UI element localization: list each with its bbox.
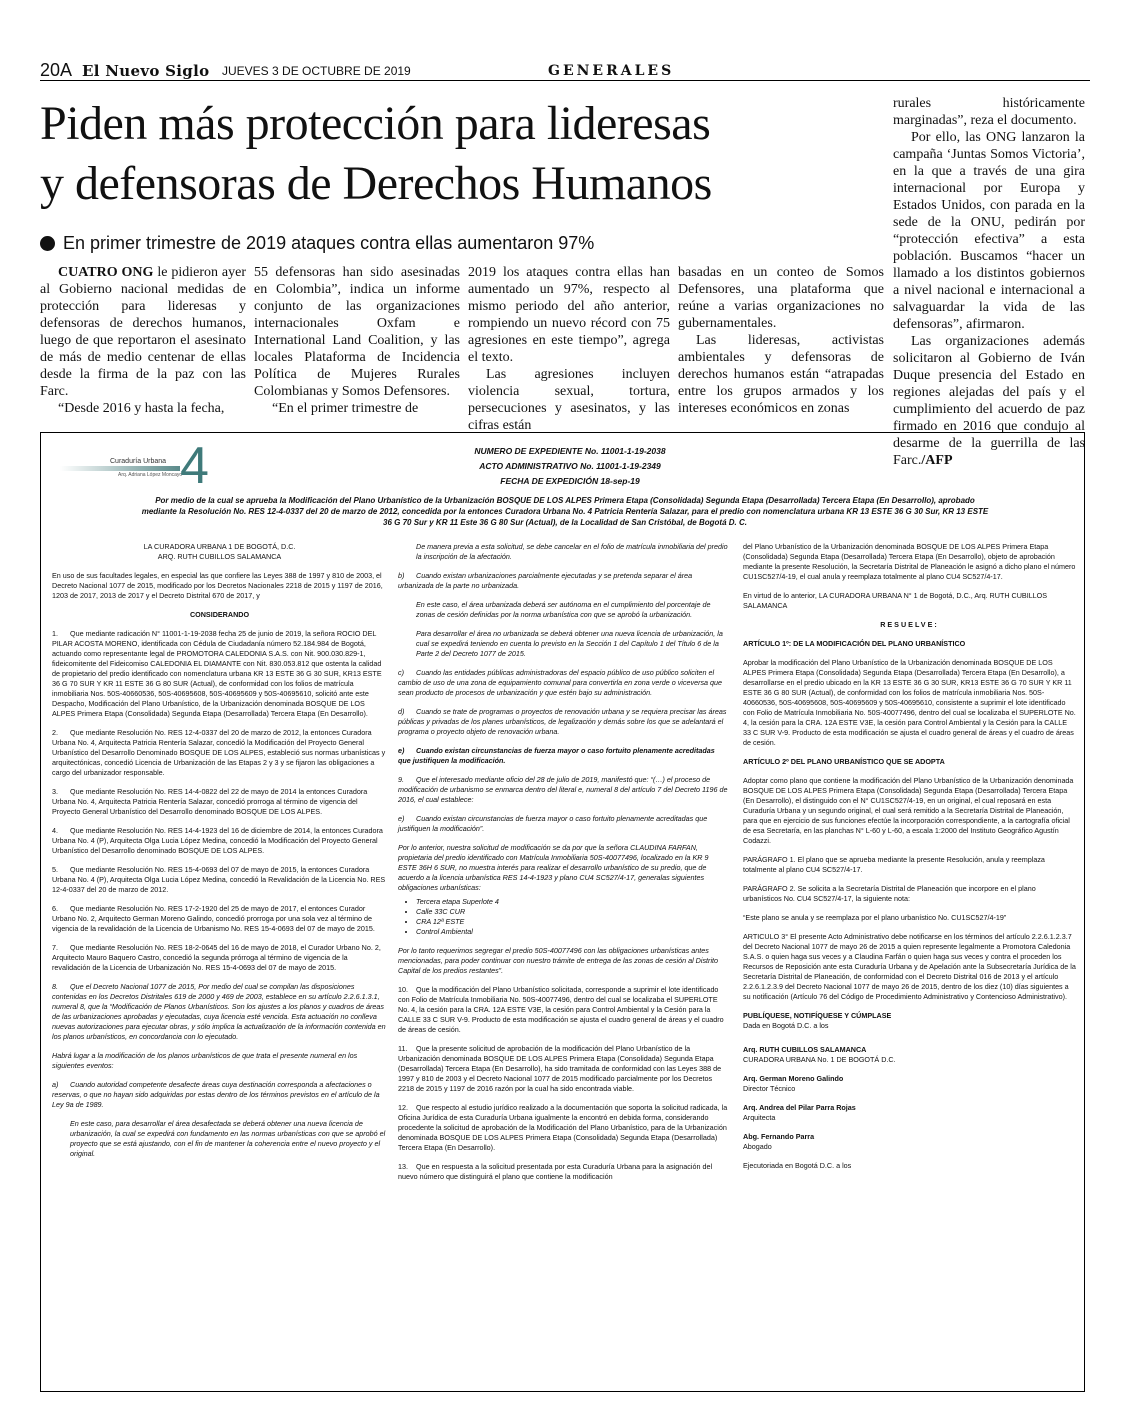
notice-paragraph: En uso de sus facultades legales, en especial las que confiere las Leyes 388 de 1997 y 810 de 2003, el Decreto Nacional 1077 de 2015, modificado por los Decretos Nacionales 2218 de 2015 y 1197 de 2016, 1203 de 2017, 2013 de 2017 y el Decreto Distrital 670 de 2017, y [52, 571, 383, 600]
item-text: Que mediante Resolución No. RES 14-4-0822 del 22 de mayo de 2014 la entonces Curadora Urbana No. 4, Arquitecta Patricia Rentería Salazar, concedió prorroga al término de vigencia del Proyecto General Urbanístico del Desarrollo denominado BOSQUE DE LOS ALPES. [52, 787, 368, 816]
article-column-4 [678, 264, 884, 417]
item-text: Que en respuesta a la solicitud presentada por esta Curaduría Urbana para la asignación del nuevo número que distinguirá el plano que contiene la modificación [398, 1162, 713, 1181]
item-text: Cuando autoridad competente desafecte áreas cuya destinación corresponda a afectaciones o reservas, o que no hayan sido adquiridas por estas dentro de los términos previstos en el artículo de la Ley 9a de 1989. [52, 1080, 380, 1109]
article-heading: ARTÍCULO 2º DEL PLANO URBANÍSTICO QUE SE ADOPTA [743, 757, 945, 766]
notice-column-3 [743, 542, 1076, 1180]
paragraph: “Desde 2016 y hasta la fecha, [58, 401, 225, 416]
item-text: Que mediante Resolución No. RES 17-2-1920 del 25 de mayo de 2017, el entonces Curador Urbano No. 2, Arquitecto German Moreno Galindo, concedió prorroga por una sola vez al término de vigencia de la revalidación de la Licencia de Urbanismo No. RES 15-4-0693 del 07 de mayo de 2015. [52, 904, 375, 933]
signatory-name: Abg. Fernando Parra [743, 1132, 815, 1141]
issue-date: JUEVES 3 DE OCTUBRE DE 2019 [222, 64, 411, 78]
logo-bar [60, 466, 180, 471]
page-header [40, 60, 1090, 81]
lettered-item: d) Cuando se trate de programas o proyectos de renovación urbana y se requiera precisar las áreas públicas y privadas de los planes urbanísticos, de legalización y demás sobre los que se adelantará el programa o proyecto objeto de renovación urbana. [398, 707, 727, 736]
notice-paragraph: Por lo anterior, nuestra solicitud de modificación se da por que la señora CLAUDINA FARFAN, propietaria del predio identificado con Matrícula Inmobiliaria 50S-40077496, localizado en la KR 9 ESTE 36H 6 SUR, no muestra interés para realizar el desarrollo urbanístico de su predio, que de acuerdo a la licencia urbanística RES 14-4-1923 y plano CU4 SC527/4-17, generalas siguientes obligaciones urbanísticas: [398, 843, 709, 892]
article-column-2 [254, 264, 460, 417]
date-line: Dada en Bogotá D.C. a los [743, 1021, 829, 1030]
article-column-3 [468, 264, 670, 434]
paragraph: basadas en un conteo de Somos Defensores, una plataforma que reúne a varias organizaciones no gubernamentales. [678, 265, 884, 331]
notice-paragraph: ARTICULO 3° El presente Acto Administrativo debe notificarse en los términos del artículo 2.2.6.1.2.3.7 del Decreto Nacional 1077 de mayo 26 de 2015 a quien represente legalmente a Promotora Caledonia S.A.S. o quien haga sus veces y a Claudina Farfán o quien haga sus veces y contra el proceden los Recursos de Reposición ante esta Curaduría Urbana y de Apelación ante la Subsecretaría Jurídica de la Secretaría Distrital de Planeación, de conformidad con el Decreto Distrital 016 de 2013 y el artículo 2.2.6.1.2.3.9 del Decreto Nacional 1077 de mayo 26 de 2015, dentro de los diez (10) días siguientes a su notificación (Artículo 76 del Código de Procedimiento Administrativo y Contencioso Administrativo). [743, 932, 1076, 1001]
acto-number: ACTO ADMINISTRATIVO No. 11001-1-19-2349 [479, 461, 661, 471]
paragraph: Las agresiones incluyen violencia sexual, tortura, persecuciones y asesinatos, y las cifras están [468, 367, 670, 433]
numbered-item: 2. Que mediante Resolución No. RES 12-4-0337 del 20 de marzo de 2012, la entonces Curadora Urbana No. 4, Arquitecta Patricia Rentería Salazar, concedió la Modificación del Proyecto General Urbanístico del Desarrollo Denominado BOSQUE DE LOS ALPES, estableció sus normas urbanísticas y arquitectónicas, concedió Licencia de Urbanización de las Etapas 2 y 3 y se fijaron las obligaciones a cargo del urbanizador responsable. [52, 728, 386, 777]
paragraph-text: le pidieron ayer al Gobierno nacional medidas de protección para lideresas y defensoras de derechos humanos, luego de que reportaron el asesinato de más de medio centenar de ellas desde la firma de la paz con las Farc. [40, 265, 246, 399]
section-name: GENERALES [548, 63, 675, 79]
logo-number: 4 [180, 437, 209, 495]
paragraph: Las lideresas, activistas ambientales y defensoras de derechos humanos están “atrapadas entre los grupos armados y los intereses económicos en zonas [678, 333, 884, 416]
issuer-line: LA CURADORA URBANA 1 DE BOGOTÁ, D.C. [143, 542, 296, 551]
fecha-expedicion: FECHA DE EXPEDICIÓN 18-sep-19 [500, 476, 640, 486]
headline-line-2: y defensoras de Derechos Humanos [40, 157, 712, 210]
lead-paragraph [40, 264, 246, 400]
byline: /AFP [921, 453, 953, 468]
numbered-item: 6. Que mediante Resolución No. RES 17-2-1920 del 25 de mayo de 2017, el entonces Curador Urbano No. 2, Arquitecto German Moreno Galindo, concedió prorroga por una sola vez al término de vigencia de la revalidación de la Licencia de Urbanismo No. RES 15-4-0693 del 07 de mayo de 2015. [52, 904, 375, 933]
closing-formula: PUBLÍQUESE, NOTIFÍQUESE Y CÚMPLASE [743, 1011, 892, 1020]
item-text: Que la modificación del Plano Urbanístico solicitada, corresponde a suprimir el lote identificado con Folio de Matrícula Inmobiliaria No. 50S-40077496, dentro del cual se localizaba el SUPERLOTE No. 4, la cesión para la CRA. 12A ESTE V3E, la cesión para Control Ambiental y la Cesión para la CALLE 33 C SUR V-9. Producto de esta modificación se ajusta el cuadro general de áreas y el cuadro de áreas de cesión. [398, 985, 724, 1034]
headline [40, 94, 880, 214]
notice-column-2 [398, 542, 728, 1191]
lead-in: CUATRO ONG [58, 265, 154, 280]
signatory-title: Arquitecta [743, 1113, 776, 1122]
numbered-item: 13. Que en respuesta a la solicitud presentada por esta Curaduría Urbana para la asignación del nuevo número que distinguirá el plano que contiene la modificación [398, 1162, 713, 1181]
item-text: Cuando existan urbanizaciones parcialmente ejecutadas y se pretenda separar el área urbanizada de la parte no urbanizada. [398, 571, 693, 590]
signatory-name: Arq. Andrea del Pilar Parra Rojas [743, 1103, 856, 1112]
lettered-item: e) Cuando existan circunstancias de fuerza mayor o caso fortuito plenamente acreditadas que justifiquen la modificación”. [398, 814, 708, 833]
signatory-name: Arq. German Moreno Galindo [743, 1074, 844, 1083]
subhead-text: En primer trimestre de 2019 ataques contra ellas aumentaron 97% [63, 233, 595, 253]
paragraph: 55 defensoras han sido asesinadas en Colombia”, indica un informe conjunto de las organizaciones internacionales Oxfam e International Land Coalition, y las locales Plataforma de Incidencia Política de Mujeres Rurales Colombianas y Somos Defensores. [254, 265, 460, 399]
notice-paragraph: del Plano Urbanístico de la Urbanización denominada BOSQUE DE LOS ALPES Primera Etapa (Consolidada) Segunda Etapa (Desarrollada) Tercera Etapa (En Desarrollo), objeto de aprobación mediante la presente Resolución, la Secretaría Distrital de Planeación le asignó a dicho plano el número CU1SC527/4-19, el cual anula y reemplaza totalmente al plano CU4 SC527/4-17. [743, 542, 1076, 581]
article-column-5 [893, 95, 1085, 469]
list-item: • Tercera etapa Superlote 4 [416, 897, 728, 907]
item-text: Que mediante radicación N° 11001-1-19-2038 fecha 25 de junio de 2019, la señora ROCIO DEL PILAR ACOSTA MORENO, identificada con Cédula de Ciudadanía número 52.184.984 de Bogotá, actuando como representante legal de PROMOTORA CALEDONIA S.A.S. con Nit. 900.030.829-1, fideicomitente del Fideicomiso CALEDONIA EL DIAMANTE con Nit. 830.053.812 que ostenta la calidad de propietario del predio identificado con nomenclatura urbana KR 13 ESTE 36 G 30 SUR, KR13 ESTE 36 G 70 SUR Y KR 11 ESTE 36 G 80 SUR (Actual), de conformidad con los folios de matrícula inmobiliaria Nos. 50S-40660536, 50S-40695608, 50S-40695609 y 50S-40695610, solicitó ante este Despacho, Modificación del Plano Urbanístico, de la Urbanización denominada BOSQUE DE LOS ALPES Primera Etapa (Consolidada) Segunda Etapa (Desarrollada) Tercera Etapa (En Desarrollo). [52, 629, 382, 718]
item-text: Que la presente solicitud de aprobación de la modificación del Plano Urbanístico de la Urbanización denominada BOSQUE DE LOS ALPES Primera Etapa (Consolidada) Segunda Etapa (Desarrollada) Tercera Etapa (En Desarrollo), ha sido tramitada de conformidad con las Leyes 388 de 1997 y 810 de 2003 y el Decreto Nacional 1077 de 2015 modificado parcialmente por los Decretos 2218 de 2015 y 1197 de 2016 razón por la cual ha sido encontrada viable. [398, 1044, 722, 1093]
page-number: 20A [40, 60, 73, 80]
notice-paragraph: En virtud de lo anterior, LA CURADORA URBANA N° 1 de Bogotá, D.C., Arq. RUTH CUBILLOS SALAMANCA [743, 591, 1048, 610]
paragraph: rurales históricamente marginadas”, reza el documento. [893, 96, 1085, 128]
lettered-item: c) Cuando las entidades públicas administradoras del espacio público de uso público soliciten el cambio de uso de una zona de equipamiento comunal para convertirla en zona verde o viceversa que sean producto de procesos de urbanización y que estén bajo su administración. [398, 668, 723, 697]
curaduria-logo [60, 437, 240, 495]
paragraph: “En el primer trimestre de [272, 401, 419, 416]
item-text: Que el Decreto Nacional 1077 de 2015, Por medio del cual se compilan las disposiciones contenidas en los Decretos Distritales 619 de 2000 y 469 de 2003, establece en su artículo 2.2.6.1.3.1, numeral 8, que la “Modificación de Planos Urbanísticos. Son los ajustes a los planos y cuadros de áreas de las urbanizaciones aprobadas y ejecutadas, cuya licencia esté vencida. Esta actuación no conlleva nuevas autorizaciones para ejecutar obras, y sólo implica la actualización de la información contenida en los planos urbanísticos, en concordancia con lo ejecutado. [52, 982, 386, 1041]
numbered-item: 1. Que mediante radicación N° 11001-1-19-2038 fecha 25 de junio de 2019, la señora ROCIO DEL PILAR ACOSTA MORENO, identificada con Cédula de Ciudadanía número 52.184.984 de Bogotá, actuando como representante legal de PROMOTORA CALEDONIA S.A.S. con Nit. 900.030.829-1, fideicomitente del Fideicomiso CALEDONIA EL DIAMANTE con Nit. 830.053.812 que ostenta la calidad de propietario del predio identificado con nomenclatura urbana KR 13 ESTE 36 G 30 SUR, KR13 ESTE 36 G 70 SUR Y KR 11 ESTE 36 G 80 SUR (Actual), de conformidad con los folios de matrícula inmobiliaria Nos. 50S-40660536, 50S-40695608, 50S-40695609 y 50S-40695610, solicitó ante este Despacho, Modificación del Plano Urbanístico, de la Urbanización denominada BOSQUE DE LOS ALPES Primera Etapa (Consolidada) Segunda Etapa (Desarrollada) Tercera Etapa (En Desarrollo). [52, 629, 382, 718]
considerando-heading: CONSIDERANDO [189, 610, 250, 619]
notice-paragraph: “Este plano se anula y se reemplaza por el plano urbanístico No. CU1SC527/4-19” [743, 913, 1007, 922]
notice-paragraph: Aprobar la modificación del Plano Urbanístico de la Urbanización denominada BOSQUE DE LOS ALPES Primera Etapa (Consolidada) Segunda Etapa (Desarrollada) Tercera Etapa (En Desarrollo), a desarrollarse en el predio ubicado en la KR 13 ESTE 36 G 30 SUR, KR13 ESTE 36 G 70 SUR Y KR 11 ESTE 36 G 80 SUR (Actual), de conformidad con los folios de matrícula inmobiliaria Nos. 50S-40660536, 50S-40695608, 50S-40695609 y 50S-40695610, consistente a suprimir el lote identificado con Folio de Matrícula Inmobiliaria No. 50S-40077496, dentro del cual se localizaba el SUPERLOTE No. 4, la cesión para la CRA. 12A ESTE V3E, la cesión para Control Ambiental y la Cesión para la CALLE 33 C SUR V-9. Producto de esta modificación se ajusta el cuadro general de áreas y el cuadro de áreas de cesión. [743, 658, 1076, 747]
lettered-item: a) Cuando autoridad competente desafecte áreas cuya destinación corresponda a afectaciones o reservas, o que no hayan sido adquiridas por estas dentro de los términos previstos en el artículo de la Ley 9a de 1989. [52, 1080, 380, 1109]
numbered-item: 7. Que mediante Resolución No. RES 18-2-0645 del 16 de mayo de 2018, el Curador Urbano No. 2, Arquitecto Mauro Baquero Castro, concedió la segunda prórroga al término de vigencia de la revalidación de la Licencia de Urbanización No. RES 15-4-0693 del 07 de mayo de 2015. [52, 943, 381, 972]
list-item: • Control Ambiental [416, 927, 728, 937]
numbered-item: 3. Que mediante Resolución No. RES 14-4-0822 del 22 de mayo de 2014 la entonces Curadora Urbana No. 4, Arquitecta Patricia Rentería Salazar, concedió prorroga al término de vigencia del Proyecto General Urbanístico del Desarrollo denominado BOSQUE DE LOS ALPES. [52, 787, 368, 816]
headline-line-1: Piden más protección para lideresas [40, 97, 711, 150]
item-text: Que respecto al estudio jurídico realizado a la documentación que soporta la solicitud radicada, la Oficina Jurídica de esta Curaduría Urbana igualmente la encontró en debida forma, considerando procedente la solicitud de aprobación de la Modificación del Plano Urbanístico, para de la Urbanización denominada BOSQUE DE LOS ALPES Primera Etapa (Consolidada) Segunda Etapa (Desarrollada) Tercera Etapa (En Desarrollo). [398, 1103, 728, 1152]
notice-paragraph: PARÁGRAFO 2. Se solicita a la Secretaría Distrital de Planeación que incorpore en el plano urbanísticos No. CU4 SC527/4-17, la siguiente nota: [743, 884, 1036, 903]
signatory-title: Director Técnico [743, 1084, 796, 1093]
logo-name: Curaduría Urbana [110, 458, 167, 465]
obligations-list [416, 897, 728, 937]
notice-paragraph: PARÁGRAFO 1. El plano que se aprueba mediante la presente Resolución, anula y reemplaza totalmente al plano CU4 SC527/4-17. [743, 855, 1045, 874]
list-item: • Calle 33C CUR [416, 907, 728, 917]
article-column-1 [40, 264, 246, 417]
notice-paragraph: Adoptar como plano que contiene la modificación del Plano Urbanístico de la Urbanización denominada BOSQUE DE LOS ALPES Primera Etapa (Consolidada) Segunda Etapa (Desarrollada) Tercera Etapa (En Desarrollo), el distinguido con el N° CU1SC527/4-19, en un original, el cual reposará en esta Curaduría Urbana y un segundo original, el cual será remitido a la Secretaría Distrital de Planeación, para que en ejercicio de sus funciones efectúe la incorporación correspondiente, a la cartografía oficial de esa Secretaría, en las planchas N° L-60 y L-60, a escala 1:2000 del Instituto Geográfico Agustín Codazzi. [743, 776, 1074, 845]
notice-paragraph: Para desarrollar el área no urbanizada se deberá obtener una nueva licencia de urbanización, la cual se expedirá teniendo en cuenta lo previsto en la Sección 1 del Capítulo 1 del Título 6 de la Parte 2 del Decreto 1077 de 2015. [416, 629, 723, 658]
numbered-item: 10. Que la modificación del Plano Urbanístico solicitada, corresponde a suprimir el lote identificado con Folio de Matrícula Inmobiliaria No. 50S-40077496, dentro del cual se localizaba el SUPERLOTE No. 4, la cesión para la CRA. 12A ESTE V3E, la cesión para Control Ambiental y la Cesión para la CALLE 33 C SUR V-9. Producto de esta modificación se ajusta el cuadro general de áreas y el cuadro de áreas de cesión. [398, 985, 724, 1034]
item-text: Que mediante Resolución No. RES 18-2-0645 del 16 de mayo de 2018, el Curador Urbano No. 2, Arquitecto Mauro Baquero Castro, concedió la segunda prórroga al término de vigencia de la revalidación de la Licencia de Urbanización No. RES 15-4-0693 del 07 de mayo de 2015. [52, 943, 381, 972]
numbered-item: 9. Que el interesado mediante oficio del 28 de julio de 2019, manifestó que: “(…) el proceso de modificación de urbanismo se enmarca dentro del literal e, numeral 8 del artículo 7 del Decreto 1196 de 2016, el cual establece: [398, 775, 728, 804]
signatory-name: Arq. RUTH CUBILLOS SALAMANCA [743, 1045, 867, 1054]
paragraph-text: Las organizaciones además solicitaron al Gobierno de Iván Duque presencia del Estado en regiones alejadas del país y el cumplimiento del acuerdo de paz firmado en 2016 que condujo al desarme de la guerrilla de las Farc. [893, 334, 1085, 468]
notice-paragraph: En este caso, para desarrollar el área desafectada se deberá obtener una nueva licencia de urbanización, la cual se expedirá con fundamento en las normas urbanísticas con que se aprobó el proyecto que se está ajustando, con el fin de mantener la coherencia entre el nuevo proyecto y el original. [70, 1119, 386, 1158]
item-text: Cuando se trate de programas o proyectos de renovación urbana y se requiera precisar las áreas públicas y privadas de los planes urbanísticos, de legalización y demás sobre los que se adelantará el programa o proyecto objeto de renovación urbana. [398, 707, 727, 736]
article-heading: ARTÍCULO 1º: DE LA MODIFICACIÓN DEL PLANO URBANÍSTICO [743, 639, 966, 648]
expediente-number: NUMERO DE EXPEDIENTE No. 11001-1-19-2038 [474, 446, 666, 456]
signatory-title: Abogado [743, 1142, 772, 1151]
lettered-item: e) Cuando existan circunstancias de fuerza mayor o caso fortuito plenamente acreditadas que justifiquen la modificación. [398, 746, 715, 765]
subheadline [40, 232, 880, 254]
item-text: Cuando existan circunstancias de fuerza mayor o caso fortuito plenamente acreditadas que justifiquen la modificación. [398, 746, 715, 765]
ejecutoria-line: Ejecutoriada en Bogotá D.C. a los [743, 1161, 852, 1170]
logo-subtitle: Arq. Adriana López Moncayo [118, 472, 183, 478]
notice-paragraph: En este caso, el área urbanizada deberá ser autónoma en el cumplimiento del porcentaje de zonas de cesión definidas por la norma urbanística con que se aprobó la urbanización. [416, 600, 711, 619]
item-text: Cuando las entidades públicas administradoras del espacio público de uso público soliciten el cambio de uso de una zona de equipamiento comunal para convertirla en zona verde o viceversa que sean producto de procesos de urbanización y que estén bajo su administración. [398, 668, 723, 697]
signatory-title: CURADORA URBANA No. 1 DE BOGOTÁ D.C. [743, 1055, 896, 1064]
resuelve-heading: RESUELVE: [880, 620, 939, 629]
paragraph: 2019 los ataques contra ellas han aumentado un 97%, respecto al mismo periodo del año anterior, rompiendo un nuevo récord con 75 agresiones en este tiempo”, agrega el texto. [468, 265, 670, 365]
item-text: Que el interesado mediante oficio del 28 de julio de 2019, manifestó que: “(…) el proceso de modificación de urbanismo se enmarca dentro del literal e, numeral 8 del artículo 7 del Decreto 1196 de 2016, el cual establece: [398, 775, 728, 804]
item-text: Que mediante Resolución No. RES 14-4-1923 del 16 de diciembre de 2014, la entonces Curadora Urbana No. 4 (P), Arquitecta Olga Lucia López Medina, concedió la Modificación del Proyecto General Urbanístico del Desarrollo denominado BOSQUE DE LOS ALPES. [52, 826, 383, 855]
issuer-name: ARQ. RUTH CUBILLOS SALAMANCA [157, 552, 282, 561]
numbered-item: 8. Que el Decreto Nacional 1077 de 2015, Por medio del cual se compilan las disposiciones contenidas en los Decretos Distritales 619 de 2000 y 469 de 2003, establece en su artículo 2.2.6.1.3.1, numeral 8, que la “Modificación de Planos Urbanísticos. Son los ajustes a los planos y cuadros de áreas de las urbanizaciones aprobadas y ejecutadas, cuya licencia esté vencida. Esta actuación no conlleva nuevas autorizaciones para ejecutar obras, y sólo implica la actualización de la información contenida en los planos urbanísticos, en concordancia con lo ejecutado. [52, 982, 386, 1041]
newspaper-name: El Nuevo Siglo [82, 62, 210, 80]
numbered-item: 11. Que la presente solicitud de aprobación de la modificación del Plano Urbanístico de la Urbanización denominada BOSQUE DE LOS ALPES Primera Etapa (Consolidada) Segunda Etapa (Desarrollada) Tercera Etapa (En Desarrollo), ha sido tramitada de conformidad con las Leyes 388 de 1997 y 810 de 2003 y el Decreto Nacional 1077 de 2015 modificado parcialmente por los Decretos 2218 de 2015 y 1197 de 2016 razón por la cual ha sido encontrada viable. [398, 1044, 722, 1093]
item-text: Cuando existan circunstancias de fuerza mayor o caso fortuito plenamente acreditadas que justifiquen la modificación”. [398, 814, 708, 833]
notice-paragraph: Por lo tanto requerimos segregar el predio 50S-40077496 con las obligaciones urbanísticas antes mencionadas, para poder continuar con nuestro trámite de entrega de las zonas de cesión al Distrito Capital de los predios restantes”. [398, 946, 719, 975]
numbered-item: 4. Que mediante Resolución No. RES 14-4-1923 del 16 de diciembre de 2014, la entonces Curadora Urbana No. 4 (P), Arquitecta Olga Lucia López Medina, concedió la Modificación del Proyecto General Urbanístico del Desarrollo denominado BOSQUE DE LOS ALPES. [52, 826, 383, 855]
lettered-item: b) Cuando existan urbanizaciones parcialmente ejecutadas y se pretenda separar el área urbanizada de la parte no urbanizada. [398, 571, 693, 590]
item-text: Que mediante Resolución No. RES 12-4-0337 del 20 de marzo de 2012, la entonces Curadora Urbana No. 4, Arquitecta Patricia Rentería Salazar, concedió la Modificación del Proyecto General Urbanístico del Desarrollo Denominado BOSQUE DE LOS ALPES, estableció sus normas urbanísticas y arquitectónicas, concedió Licencia de Urbanización de las Etapas 2 y 3 y se fijaron las obligaciones a cargo del urbanizador responsable. [52, 728, 386, 777]
notice-column-1 [52, 542, 387, 1168]
list-item: • CRA 12ª ESTE [416, 917, 728, 927]
notice-intro: Por medio de la cual se aprueba la Modificación del Plano Urbanístico de la Urbanización BOSQUE DE LOS ALPES Primera Etapa (Consolidada) Segunda Etapa (Desarrollada) Tercera Etapa (En Desarrollo), aprobado mediante la Resolución No. RES 12-4-0337 del 20 de marzo de 2012, concedida por la entonces Curadora Urbana No. 4 Patricia Rentería Salazar, para el predio con nomenclatura urbana KR 13 ESTE 36 G 30 Sur, KR 13 ESTE 36 G 70 Sur y KR 11 Este 36 G 80 Sur (Actual), de la Localidad de San Cristóbal, de Bogotá D. C. [141, 496, 989, 527]
numbered-item: 12. Que respecto al estudio jurídico realizado a la documentación que soporta la solicitud radicada, la Oficina Jurídica de esta Curaduría Urbana igualmente la encontró en debida forma, considerando procedente la solicitud de aprobación de la Modificación del Plano Urbanístico, para de la Urbanización denominada BOSQUE DE LOS ALPES Primera Etapa (Consolidada) Segunda Etapa (Desarrollada) Tercera Etapa (En Desarrollo). [398, 1103, 728, 1152]
bullet-icon [40, 236, 55, 251]
item-text: Que mediante Resolución No. RES 15-4-0693 del 07 de mayo de 2015, la entonces Curadora Urbana No. 4 (P), Arquitecta Olga Lucia López Medina, concedió la Revalidación de la Licencia No. RES 12-4-0337 del 20 de marzo de 2012. [52, 865, 386, 894]
paragraph: Por ello, las ONG lanzaron la campaña ‘Juntas Somos Victoria’, en la que a través de una gira internacional por Europa y Estados Unidos, con parada en la sede de la ONU, pedirán por “protección efectiva” a esta población. Buscamos “hacer un llamado a los distintos gobiernos a nivel nacional e internacional a salvaguardar la vida de las defensoras”, afirmaron. [893, 130, 1085, 332]
notice-paragraph: Habrá lugar a la modificación de los planos urbanísticos de que trata el presente numeral en los siguientes eventos: [52, 1051, 358, 1070]
numbered-item: 5. Que mediante Resolución No. RES 15-4-0693 del 07 de mayo de 2015, la entonces Curadora Urbana No. 4 (P), Arquitecta Olga Lucia López Medina, concedió la Revalidación de la Licencia No. RES 12-4-0337 del 20 de marzo de 2012. [52, 865, 386, 894]
notice-paragraph: De manera previa a esta solicitud, se debe cancelar en el folio de matrícula inmobiliaria del predio la inscripción de la afectación. [416, 542, 728, 561]
